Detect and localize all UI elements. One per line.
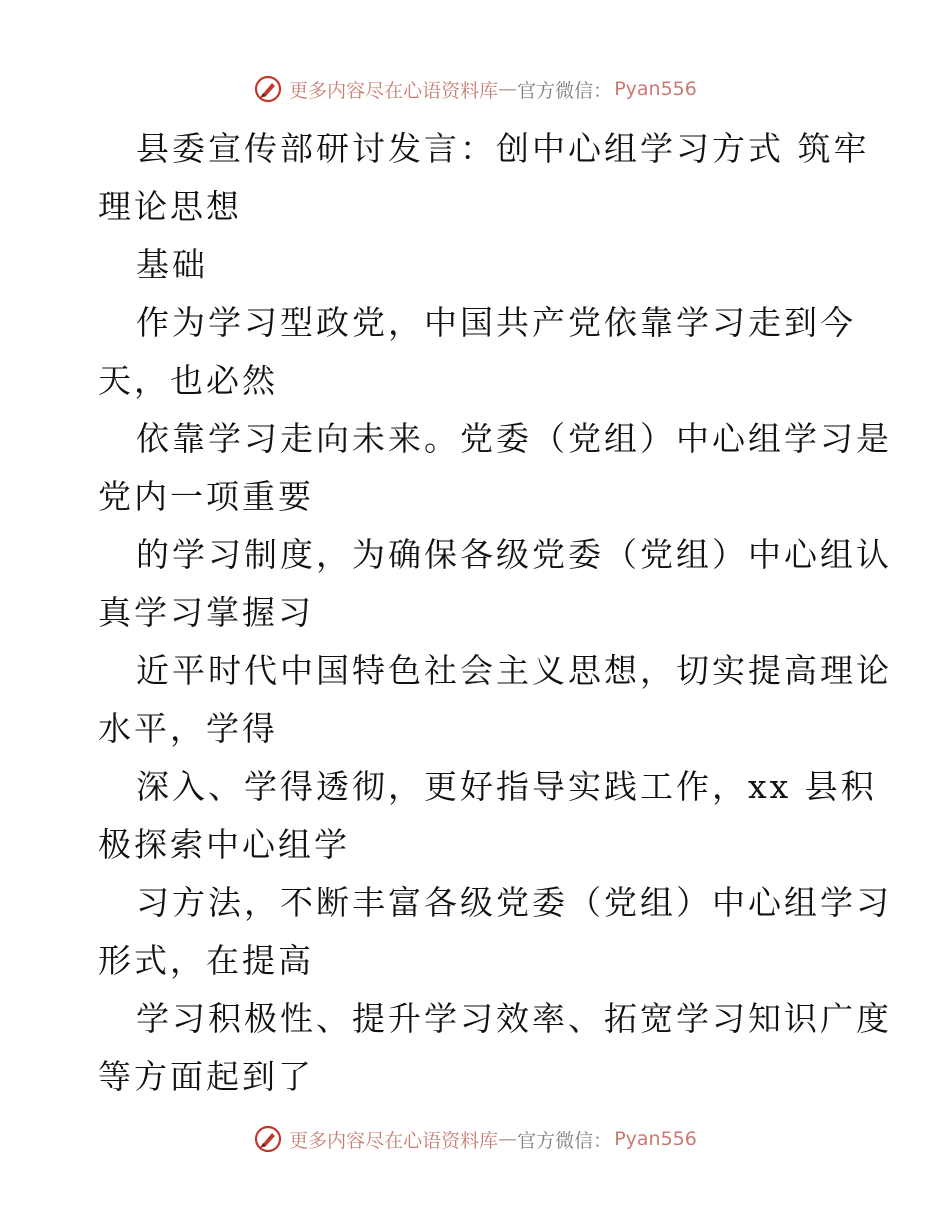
doc-line: 形式，在提高 [98,941,314,980]
banner-brand-text: 更多内容尽在心语资料库 [289,1129,499,1152]
banner-wechat-id: Pyan556 [614,78,697,100]
banner-official-label: 官方微信： [517,79,613,102]
pen-nib-logo-icon [253,1124,283,1154]
doc-line: 等方面起到了 [98,1057,314,1096]
pen-nib-logo-icon [253,74,283,104]
banner-dash: — [498,78,518,100]
doc-line: 极探索中心组学 [98,825,350,864]
footer-watermark-banner [0,1124,950,1154]
document-body [98,120,892,1106]
doc-line: 习方法，不断丰富各级党委（党组）中心组学习 [136,883,892,922]
doc-line: 县委宣传部研讨发言：创中心组学习方式 筑牢 [136,129,870,168]
banner-official-label: 官方微信： [517,1129,613,1152]
doc-line: 天，也必然 [98,361,278,400]
doc-line: 水平，学得 [98,709,278,748]
doc-line: 基础 [136,245,208,284]
banner-brand-text: 更多内容尽在心语资料库 [289,79,499,102]
doc-line: 作为学习型政党，中国共产党依靠学习走到今 [136,303,856,342]
doc-line: 学习积极性、提升学习效率、拓宽学习知识广度 [136,999,892,1038]
doc-line: 依靠学习走向未来。党委（党组）中心组学习是 [136,419,892,458]
doc-line: 理论思想 [98,187,242,226]
banner-wechat-id: Pyan556 [614,1128,697,1150]
doc-line: 深入、学得透彻，更好指导实践工作，xx 县积 [136,767,877,806]
doc-line: 党内一项重要 [98,477,314,516]
doc-line: 近平时代中国特色社会主义思想，切实提高理论 [136,651,892,690]
banner-dash: — [498,1128,518,1150]
doc-line: 的学习制度，为确保各级党委（党组）中心组认 [136,535,892,574]
header-watermark-banner [0,74,950,104]
doc-line: 真学习掌握习 [98,593,314,632]
